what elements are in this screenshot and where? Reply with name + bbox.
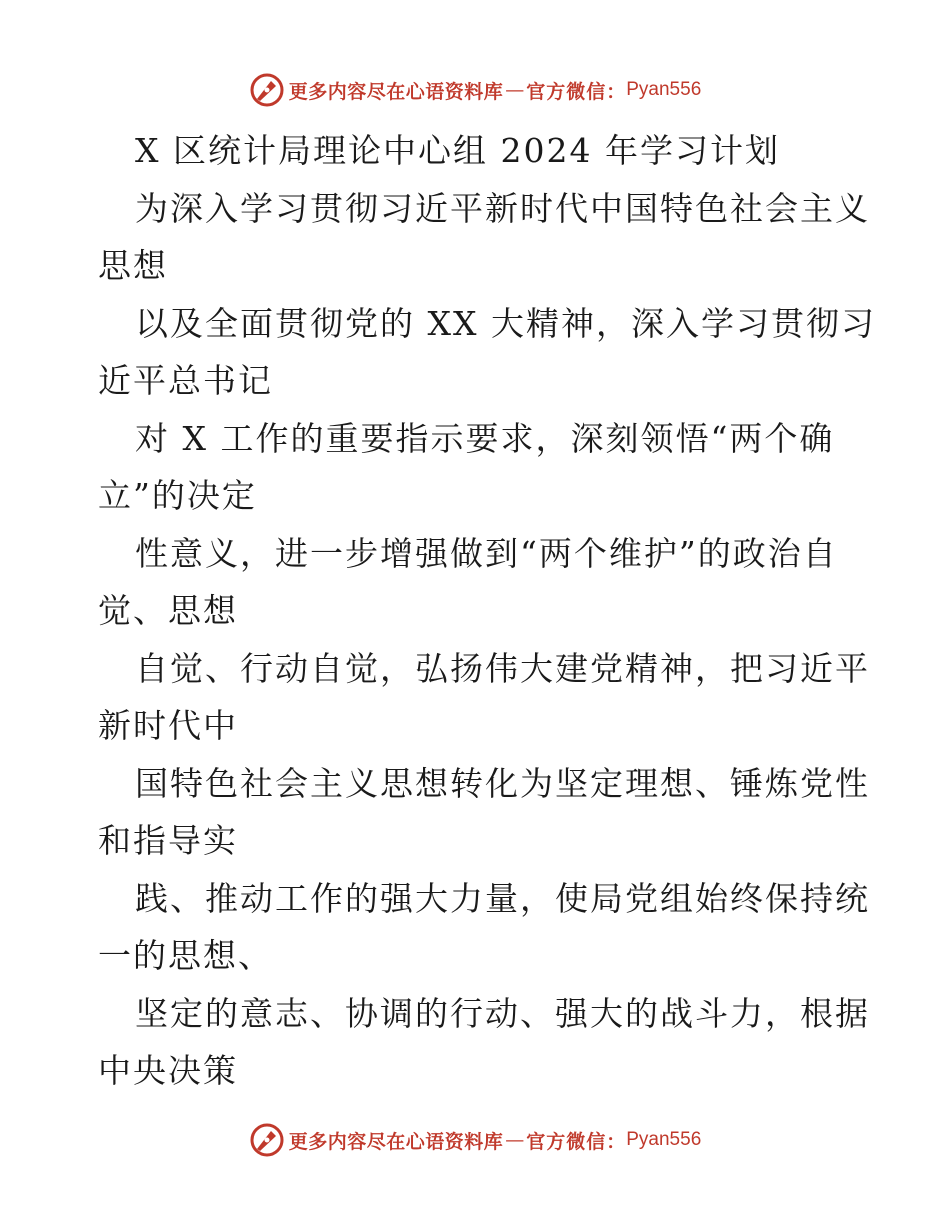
paragraph-line: 自觉、行动自觉，弘扬伟大建党精神，把习近平 <box>135 648 870 688</box>
paragraph-line: 对 X 工作的重要指示要求，深刻领悟“两个确 <box>135 418 835 458</box>
paragraph-line: 坚定的意志、协调的行动、强大的战斗力，根据 <box>135 993 870 1033</box>
watermark-brand: 更多内容尽在心语资料库 <box>288 80 504 103</box>
paragraph-line: 一的思想、 <box>98 936 273 975</box>
header-watermark <box>0 70 950 110</box>
paragraph-line: 为深入学习贯彻习近平新时代中国特色社会主义 <box>135 188 870 228</box>
pen-nib-circle-icon <box>249 72 285 108</box>
paragraph-line: 践、推动工作的强大力量，使局党组始终保持统 <box>135 878 870 918</box>
watermark-separator: — <box>505 79 525 101</box>
paragraph-line: 以及全面贯彻党的 XX 大精神，深入学习贯彻习 <box>135 303 876 343</box>
paragraph-line: 立”的决定 <box>98 476 257 515</box>
paragraph-line: 思想 <box>98 246 168 285</box>
paragraph-line: 中央决策 <box>98 1051 238 1090</box>
paragraph-line: 近平总书记 <box>98 361 273 400</box>
pen-nib-circle-icon <box>249 1122 285 1158</box>
watermark-wechat-id: Pyan556 <box>626 1129 702 1150</box>
watermark-separator: — <box>505 1129 525 1151</box>
watermark-brand: 更多内容尽在心语资料库 <box>288 1130 504 1153</box>
watermark-wechat-label: 官方微信： <box>526 80 627 103</box>
paragraph-line: 觉、思想 <box>98 591 238 630</box>
paragraph-line: 国特色社会主义思想转化为坚定理想、锤炼党性 <box>135 763 870 803</box>
document-body <box>98 122 876 1100</box>
footer-watermark <box>0 1120 950 1160</box>
watermark-wechat-label: 官方微信： <box>526 1130 627 1153</box>
document-title: X 区统计局理论中心组 2024 年学习计划 <box>135 131 780 170</box>
paragraph-line: 性意义，进一步增强做到“两个维护”的政治自 <box>135 533 838 573</box>
paragraph-line: 和指导实 <box>98 821 238 860</box>
watermark-wechat-id: Pyan556 <box>626 79 702 100</box>
paragraph-line: 新时代中 <box>98 706 238 745</box>
